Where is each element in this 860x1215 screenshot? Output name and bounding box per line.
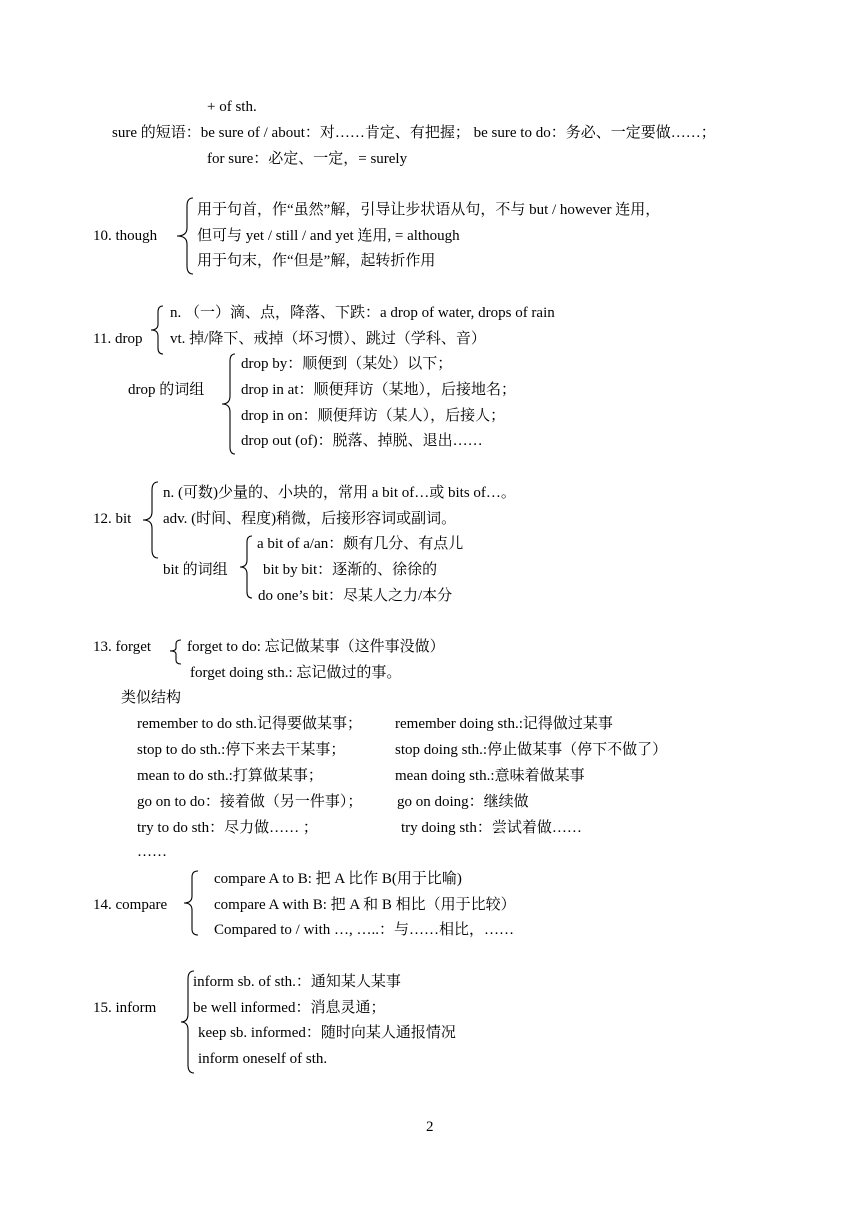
drop-phrase-4: drop out (of)：脱落、掉脱、退出…… xyxy=(241,433,483,449)
sure-line-1: + of sth. xyxy=(207,99,257,115)
similar-3a: mean to do sth.:打算做某事； xyxy=(137,768,323,784)
entry-head-drop: 11. drop xyxy=(93,331,143,347)
drop-phrase-3: drop in on：顺便拜访（某人），后接人； xyxy=(241,408,506,424)
bit-adverb: adv. (时间、程度)稍微，后接形容词或副词。 xyxy=(163,511,457,527)
compare-to: compare A to B: 把 A 比作 B(用于比喻) xyxy=(214,871,462,887)
inform-item-4: inform oneself of sth. xyxy=(198,1051,328,1067)
bit-phrase-head: bit 的词组 xyxy=(163,562,228,578)
brace-bit xyxy=(139,480,161,560)
similar-5b: try doing sth：尝试着做…… xyxy=(401,820,582,836)
sure-for-sure: for sure：必定、一定，= surely xyxy=(207,151,408,167)
brace-compare xyxy=(180,869,202,937)
inform-item-1: inform sb. of sth.：通知某人某事 xyxy=(193,974,401,990)
brace-though xyxy=(172,196,196,276)
brace-bit-phrases xyxy=(236,534,256,600)
drop-phrase-2: drop in at：顺便拜访（某地），后接地名； xyxy=(241,382,516,398)
entry-head-compare: 14. compare xyxy=(93,897,168,913)
entry-head-inform: 15. inform xyxy=(93,1000,157,1016)
similar-1a: remember to do sth.记得要做某事； xyxy=(137,716,362,732)
drop-phrase-head: drop 的词组 xyxy=(128,382,205,398)
similar-3b: mean doing sth.:意味着做某事 xyxy=(395,768,585,784)
forget-to-do: forget to do: 忘记做某事（这件事没做） xyxy=(187,639,445,655)
drop-phrase-1: drop by：顺便到（某处）以下； xyxy=(241,356,453,372)
though-item-2: 但可与 yet / still / and yet 连用, = although xyxy=(197,228,460,244)
inform-item-2: be well informed：消息灵通； xyxy=(193,1000,386,1016)
similar-4b: go on doing：继续做 xyxy=(397,794,529,810)
brace-drop-phrases xyxy=(218,352,238,456)
forget-doing: forget doing sth.: 忘记做过的事。 xyxy=(190,665,402,681)
though-item-3: 用于句末，作“但是”解，起转折作用 xyxy=(197,253,436,269)
similar-4a: go on to do：接着做（另一件事）； xyxy=(137,794,363,810)
similar-1b: remember doing sth.:记得做过某事 xyxy=(395,716,613,732)
compared-to-with: Compared to / with …, …..：与……相比，…… xyxy=(214,922,514,938)
similar-structures-head: 类似结构 xyxy=(121,690,182,706)
bit-noun: n. (可数)少量的、小块的，常用 a bit of…或 bits of…。 xyxy=(163,485,516,501)
similar-ellipsis: …… xyxy=(137,844,167,860)
similar-2a: stop to do sth.:停下来去干某事； xyxy=(137,742,346,758)
sure-phrases: sure 的短语：be sure of / about：对……肯定、有把握； be sure to do：务必、一定要做……； xyxy=(112,125,716,141)
brace-drop xyxy=(148,304,166,356)
similar-2b: stop doing sth.:停止做某事（停下不做了） xyxy=(395,742,668,758)
though-item-1: 用于句首，作“虽然”解，引导让步状语从句，不与 but / however 连用， xyxy=(197,202,661,218)
entry-head-though: 10. though xyxy=(93,228,158,244)
bit-phrase-3: do one’s bit：尽某人之力/本分 xyxy=(258,588,453,604)
entry-head-bit: 12. bit xyxy=(93,511,132,527)
bit-phrase-1: a bit of a/an：颇有几分、有点儿 xyxy=(257,536,464,552)
drop-noun: n. （一）滴、点，降落、下跌：a drop of water, drops of rain xyxy=(170,305,555,321)
similar-5a: try to do sth：尽力做…… ； xyxy=(137,820,318,836)
bit-phrase-2: bit by bit：逐渐的、徐徐的 xyxy=(263,562,438,578)
brace-forget xyxy=(166,638,184,666)
compare-with: compare A with B: 把 A 和 B 相比（用于比较） xyxy=(214,897,516,913)
inform-item-3: keep sb. informed：随时向某人通报情况 xyxy=(198,1025,456,1041)
drop-verb: vt. 掉/降下、戒掉（坏习惯）、跳过（学科、音） xyxy=(170,331,486,347)
entry-head-forget: 13. forget xyxy=(93,639,152,655)
page-number: 2 xyxy=(426,1119,434,1135)
